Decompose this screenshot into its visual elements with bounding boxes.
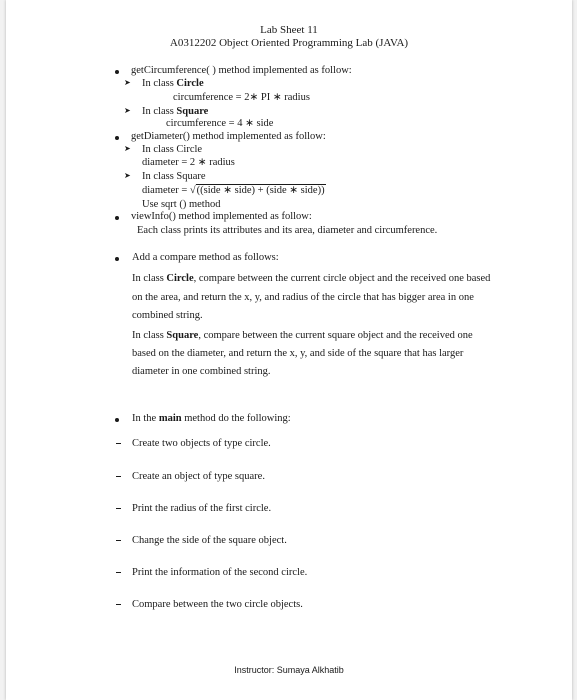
bullet-dot-icon <box>115 418 119 422</box>
circumference-circle-formula: circumference = 2∗ PI ∗ radius <box>173 92 310 103</box>
text-prefix: In the <box>132 413 159 424</box>
bullet-dot-icon <box>115 257 119 261</box>
compare-bullet-text: Add a compare method as follows: <box>132 252 279 263</box>
compare-circle-line1 <box>132 272 490 285</box>
view-info-detail: Each class prints its attributes and its area, diameter and circumference. <box>137 225 438 236</box>
dash-bullet-icon <box>116 572 121 573</box>
dash-bullet-icon <box>116 508 121 509</box>
compare-square-line3: diameter in one combined string. <box>132 366 271 377</box>
diameter-square-formula <box>142 184 326 197</box>
circumference-circle-label <box>142 77 204 90</box>
label-prefix: In class <box>142 106 177 117</box>
circumference-square-formula: circumference = 4 ∗ side <box>166 118 274 129</box>
main-method-text <box>132 412 291 425</box>
sqrt-note: Use sqrt () method <box>142 199 221 210</box>
class-name-circle: Circle <box>166 273 194 284</box>
diameter-square-label: In class Square <box>142 171 206 182</box>
sqrt-radicand: ((side ∗ side) + (side ∗ side)) <box>196 185 325 196</box>
main-step: Change the side of the square object. <box>132 535 287 546</box>
main-step: Create an object of type square. <box>132 471 265 482</box>
class-name-square: Square <box>176 106 209 117</box>
arrow-bullet-icon: ➤ <box>124 78 131 87</box>
diameter-circle-label: In class Circle <box>142 144 203 155</box>
text-suffix: , compare between the current circle object and the received one based <box>193 273 491 284</box>
class-name-circle: Circle <box>176 78 204 89</box>
bullet-dot-icon <box>115 216 119 220</box>
text-suffix: , compare between the current square object and the received one <box>198 330 473 341</box>
main-keyword: main <box>158 413 182 424</box>
compare-circle-line3: combined string. <box>132 310 203 321</box>
course-subtitle: A0312202 Object Oriented Programming Lab (JAVA) <box>169 37 409 49</box>
compare-square-line2: based on the diameter, and return the x, y, and side of the square that has larger <box>132 348 464 359</box>
dash-bullet-icon <box>116 604 121 605</box>
diameter-circle-formula: diameter = 2 ∗ radius <box>142 157 235 168</box>
instructor-footer: Instructor: Sumaya Alkhatib <box>234 665 344 675</box>
text-prefix: In class <box>132 273 167 284</box>
get-circumference-text: getCircumference( ) method implemented as follow: <box>131 65 352 76</box>
text-suffix: method do the following: <box>181 413 291 424</box>
document-page <box>6 0 572 700</box>
main-step: Create two objects of type circle. <box>132 438 271 449</box>
compare-square-line1 <box>132 329 473 342</box>
arrow-bullet-icon: ➤ <box>124 106 131 115</box>
main-step: Compare between the two circle objects. <box>132 599 303 610</box>
compare-circle-line2: on the area, and return the x, y, and radius of the circle that has bigger area in one <box>132 292 474 303</box>
arrow-bullet-icon: ➤ <box>124 144 131 153</box>
label-prefix: In class <box>142 78 177 89</box>
main-step: Print the information of the second circle. <box>132 567 308 578</box>
sqrt-prefix: diameter = √ <box>142 185 196 196</box>
dash-bullet-icon <box>116 540 121 541</box>
view-info-text: viewInfo() method implemented as follow: <box>131 211 312 222</box>
page-title: Lab Sheet 11 <box>260 24 318 36</box>
bullet-dot-icon <box>115 136 119 140</box>
arrow-bullet-icon: ➤ <box>124 171 131 180</box>
dash-bullet-icon <box>116 476 121 477</box>
class-name-square: Square <box>166 330 199 341</box>
get-diameter-text: getDiameter() method implemented as follow: <box>131 131 326 142</box>
text-prefix: In class <box>132 330 167 341</box>
dash-bullet-icon <box>116 443 121 444</box>
main-step: Print the radius of the first circle. <box>132 503 272 514</box>
bullet-dot-icon <box>115 70 119 74</box>
